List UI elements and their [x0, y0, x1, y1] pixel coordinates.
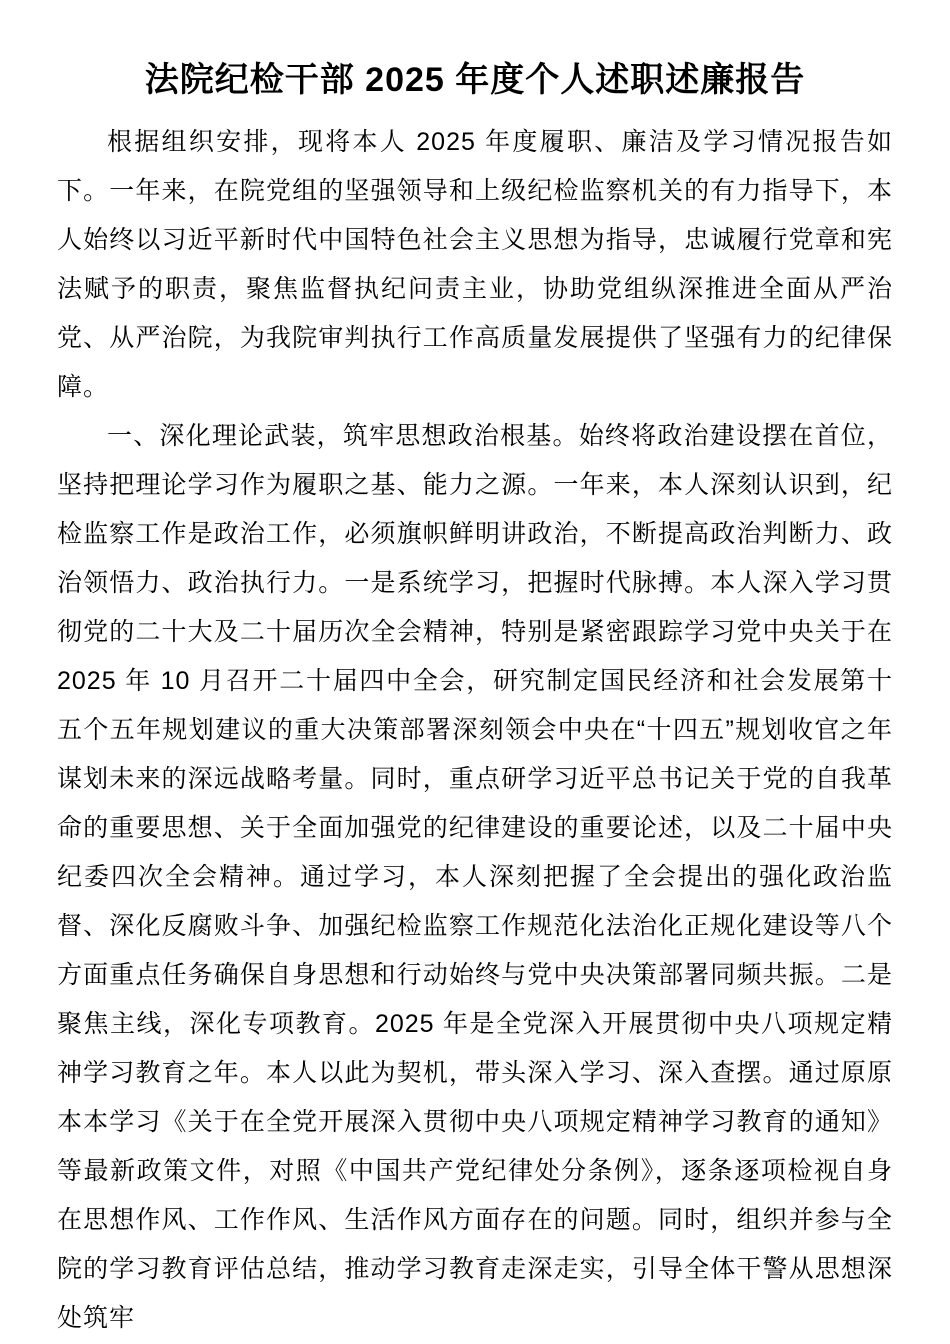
document-title: 法院纪检干部 2025 年度个人述职述廉报告 [144, 61, 806, 99]
paragraph-intro: 根据组织安排，现将本人 2025 年度履职、廉洁及学习情况报告如下。一年来，在院党组的坚强领导和上级纪检监察机关的有力指导下，本人始终以习近平新时代中国特色社会主义思想为指导，忠诚履行党章和宪法赋予的职责，聚焦监督执纪问责主业，协助党组纵深推进全面从严治党、从严治院，为我院审判执行工作高质量发展提供了坚强有力的纪律保障。 [57, 128, 893, 401]
paragraph-section-one: 一、深化理论武装，筑牢思想政治根基。始终将政治建设摆在首位，坚持把理论学习作为履职之基、能力之源。一年来，本人深刻认识到，纪检监察工作是政治工作，必须旗帜鲜明讲政治，不断提高政治判断力、政治领悟力、政治执行力。一是系统学习，把握时代脉搏。本人深入学习贯彻党的二十大及二十届历次全会精神，特别是紧密跟踪学习党中央关于在 2025 年 10 月召开二十届四中全会，研究制定国民经济和社会发展第十五个五年规划建议的重大决策部署深刻领会中央在“十四五”规划收官之年谋划未来的深远战略考量。同时，重点研学习近平总书记关于党的自我革命的重要思想、关于全面加强党的纪律建设的重要论述，以及二十届中央纪委四次全会精神。通过学习，本人深刻把握了全会提出的强化政治监督、深化反腐败斗争、加强纪检监察工作规范化法治化正规化建设等八个方面重点任务确保自身思想和行动始终与党中央决策部署同频共振。二是聚焦主线，深化专项教育。2025 年是全党深入开展贯彻中央八项规定精神学习教育之年。本人以此为契机，带头深入学习、深入查摆。通过原原本本学习《关于在全党开展深入贯彻中央八项规定精神学习教育的通知》等最新政策文件，对照《中国共产党纪律处分条例》，逐条逐项检视自身在思想作风、工作作风、生活作风方面存在的问题。同时，组织并参与全院的学习教育评估总结，推动学习教育走深走实，引导全体干警从思想深处筑牢 [57, 422, 893, 1332]
